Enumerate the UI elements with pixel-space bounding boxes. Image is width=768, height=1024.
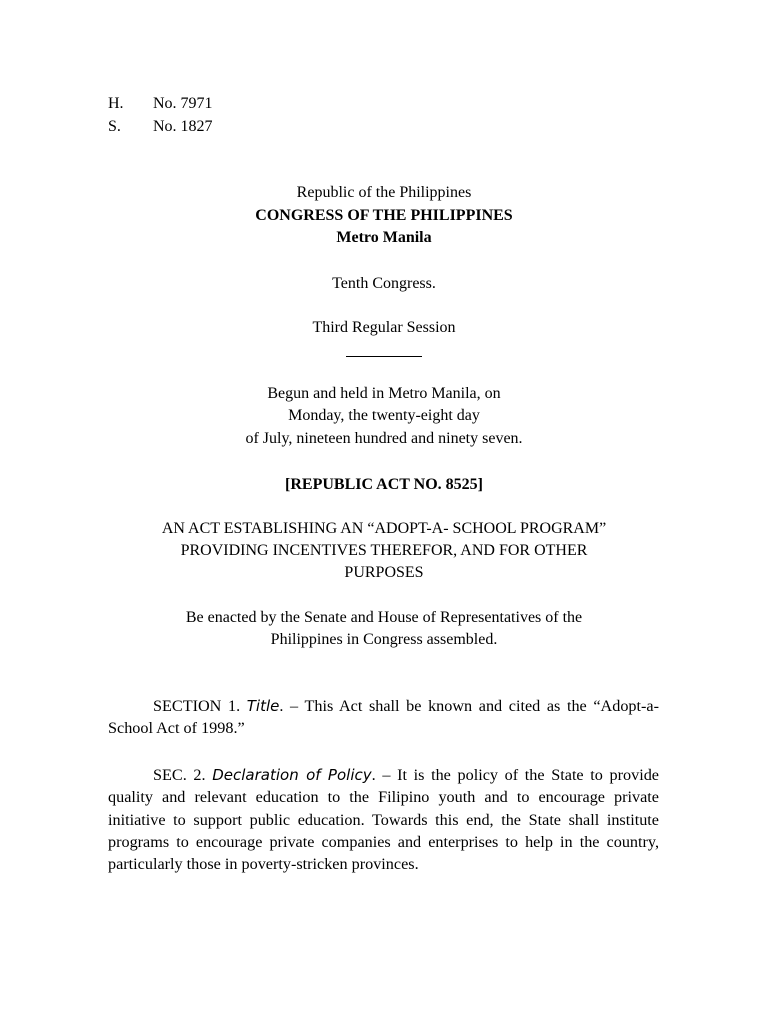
section-text: . – It is the policy of the State to provide quality and relevant education to the Filipino youth and to encourage private initiative to support public education. Towards this end, the State shall institute programs to encourage private companies and enterprises to help in the country, particularly those in poverty-stricken provinces. <box>108 766 659 874</box>
begun-line-3: of July, nineteen hundred and ninety seven. <box>245 430 523 447</box>
section-label: SEC. 2. <box>153 766 213 784</box>
session-line: Third Regular Session <box>312 319 456 336</box>
section-heading: Declaration of Policy <box>212 766 372 784</box>
bill-number: No. 7971 <box>153 95 213 112</box>
republic-line: Republic of the Philippines <box>296 184 472 201</box>
congress-title: CONGRESS OF THE PHILIPPINES <box>255 207 513 224</box>
bill-prefix: S. <box>108 118 121 135</box>
bill-number: No. 1827 <box>153 118 213 135</box>
section-heading: Title <box>246 697 280 715</box>
act-title-line-2: PROVIDING INCENTIVES THEREFOR, AND FOR OTHER <box>180 542 588 559</box>
act-number: [REPUBLIC ACT NO. 8525] <box>285 476 483 493</box>
section-label: SECTION 1. <box>153 697 247 715</box>
section-text: . – This Act shall be known and cited as the “Adopt-a-School Act of 1998.” <box>108 697 659 738</box>
divider-rule <box>346 356 422 357</box>
section-2 <box>108 764 659 875</box>
act-title-line-1: AN ACT ESTABLISHING AN “ADOPT-A- SCHOOL PROGRAM” <box>161 520 607 537</box>
begun-line-2: Monday, the twenty-eight day <box>288 407 480 424</box>
section-1 <box>108 695 659 740</box>
bill-prefix: H. <box>108 95 124 112</box>
act-title-line-3: PURPOSES <box>344 564 424 581</box>
city-line: Metro Manila <box>336 229 432 246</box>
senate-bill-number <box>108 116 213 138</box>
congress-number: Tenth Congress. <box>332 275 436 292</box>
enacting-clause-line-1: Be enacted by the Senate and House of Representatives of the <box>185 609 583 626</box>
begun-line-1: Begun and held in Metro Manila, on <box>267 385 501 402</box>
enacting-clause-line-2: Philippines in Congress assembled. <box>270 631 498 648</box>
house-bill-number <box>108 93 213 115</box>
